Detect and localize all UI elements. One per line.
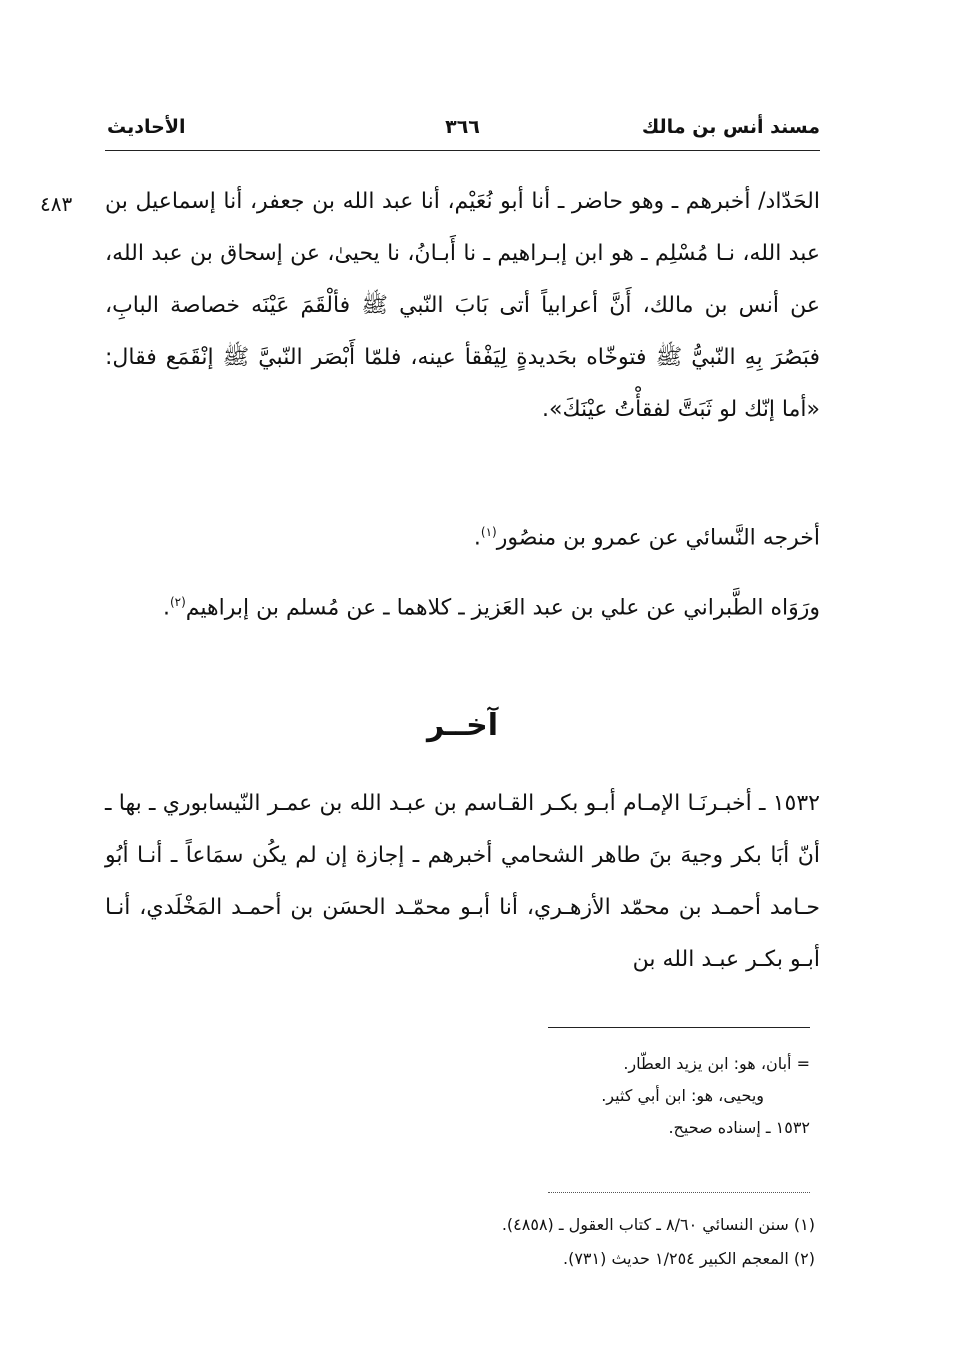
reference-2: (٢) المعجم الكبير ١/٢٥٤ حديث (٧٣١).: [563, 1249, 815, 1268]
header-book-title: مسند أنس بن مالك: [641, 116, 820, 138]
header-section-title: الأحاديث: [107, 116, 186, 138]
commentary-notes: [105, 1048, 810, 1144]
hadith-paragraph-1: الحَدّاد/ أخبرهم ـ وهو حاضر ـ أنا أبو نُعَيْم، أنا عبد الله بن جعفر، أنا إسماعيل بن عبد الله، نـا مُسْلِم ـ هو ابن إبـراهيم ـ نا أَبـانُ، نا يحيىٰ، عن إسحاق بن عبد الله، عن أنس بن مالك، أَنَّ أعرابياً أتى بَابَ النّبي ﷺ فألْقَمَ عَيْنَه خصاصة البابِ، فبَصُرَ بِهِ النّبيُّ ﷺ فتوخّاه بحَديدةٍ لِيَفْقأ عينه، فلمّا أَبْصَر النّبيَّ ﷺ إنْقَمَع فقال: «أما إنّك لو ثَبَتَّ لفقأْتُ عيْنَكَ».: [105, 189, 820, 422]
note-line-1: = أبان، هو: ابن يزيد العطّار.: [623, 1054, 810, 1073]
reference-1: (١) سنن النسائي ٨/٦٠ ـ كتاب العقول ـ (٤٨٥٨).: [501, 1215, 815, 1234]
takhrij-text-2: ورَوَاه الطَّبراني عن علي بن عبد العَزيز ـ كلاهما ـ عن مُسلم بن إبراهيم: [185, 595, 820, 621]
note-line-2: ويحيى، هو: ابن أبي كثير.: [601, 1086, 764, 1105]
header-divider: [105, 150, 820, 151]
takhrij-paragraph-2: ورَوَاه الطَّبراني عن علي بن عبد العَزيز ـ كلاهما ـ عن مُسلم بن إبراهيم$^{(٢)}$.: [162, 595, 820, 621]
takhrij-paragraph-1: أخرجه النَّسائي عن عمرو بن منصُور$^{(١)}$.: [473, 525, 820, 551]
takhrij-text-1: أخرجه النَّسائي عن عمرو بن منصُور: [496, 525, 820, 551]
notes-divider: [548, 1027, 810, 1028]
footnote-references: [105, 1208, 815, 1276]
footnote-marker-2: (٢): [169, 595, 186, 609]
hadith-paragraph-1532: ١٥٣٢ ـ أخبـرنَـا الإمـام أبـو بكـر القـاسم بن عبـد الله بن عمـر النّيسابوري ـ بها ـ أنّ أبَا بكر وجيهَ بنَ طاهر الشحامي أخبرهم ـ إجازة إن لم يكُن سمَاعاً ـ أنـا أبُو حـامد أحمـد بن محمّد الأزهـري، أنا أبـو محمّـد الحسَن بن أحمـد المَخْلَدي، أنـا أبـو بكـر عبـد الله بن: [105, 791, 820, 972]
footnote-marker-1: (١): [480, 525, 497, 539]
section-heading: آخــر: [426, 708, 499, 743]
page-header: [105, 108, 820, 148]
references-divider: [548, 1192, 810, 1193]
note-line-3: ١٥٣٢ ـ إسناده صحيح.: [668, 1118, 810, 1137]
margin-page-reference: ٤٨٣: [40, 192, 73, 216]
header-page-number: ٣٦٦: [445, 116, 480, 138]
